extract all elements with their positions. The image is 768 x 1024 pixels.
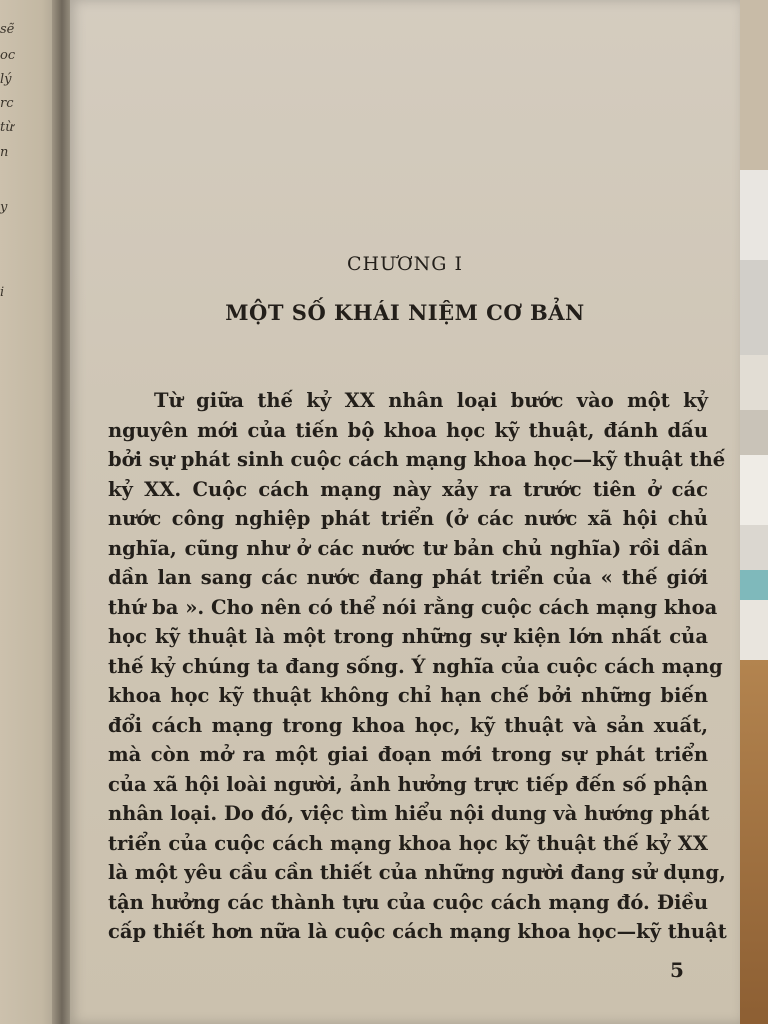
text-line: mà còn mở ra một giai đoạn mới trong sự phát triển [108, 743, 708, 766]
shelf-band [736, 570, 768, 600]
text-line: tận hưởng các thành tựu của cuộc cách mạng đó. Điều [108, 890, 708, 914]
page-number: 5 [670, 958, 684, 982]
text-line: dần lan sang các nước đang phát triển của « thế giới [108, 566, 708, 589]
left-page-fragment: từ [0, 120, 14, 135]
text-line: thứ ba ». Cho nên có thể nói rằng cuộc cách mạng khoa [108, 595, 718, 619]
left-facing-page [0, 0, 60, 1024]
left-page-fragment: n [0, 145, 9, 160]
text-line: bởi sự phát sinh cuộc cách mạng khoa học—kỹ thuật thế [108, 448, 726, 471]
text-line: nhân loại. Do đó, việc tìm hiểu nội dung và hướng phát [108, 802, 710, 825]
text-line: nghĩa, cũng như ở các nước tư bản chủ nghĩa) rồi dần [108, 536, 708, 560]
chapter-title: MỘT SỐ KHÁI NIỆM CƠ BẢN [225, 300, 585, 325]
shelf-band [736, 170, 768, 260]
text-line: cấp thiết hơn nữa là cuộc cách mạng khoa học—kỹ thuật [108, 920, 727, 943]
left-page-fragment: sẽ [0, 22, 15, 37]
shelf-band [736, 600, 768, 660]
left-page-fragment: i [0, 285, 5, 300]
text-line: nguyên mới của tiến bộ khoa học kỹ thuật, đánh dấu [108, 418, 708, 442]
left-page-fragment: oc [0, 48, 16, 63]
shelf-band [736, 355, 768, 410]
shelf-band [736, 260, 768, 355]
text-line: triển của cuộc cách mạng khoa học kỹ thuật thế kỷ XX [108, 831, 708, 855]
text-line: là một yêu cầu cần thiết của những người đang sử dụng, [108, 861, 726, 884]
text-line: kỷ XX. Cuộc cách mạng này xảy ra trước tiên ở các [108, 477, 708, 501]
left-page-fragment: rc [0, 96, 14, 111]
body-paragraph [108, 386, 727, 947]
background-shelf [736, 0, 768, 1024]
book-page [70, 0, 740, 1024]
text-line: nước công nghiệp phát triển (ở các nước xã hội chủ [108, 507, 708, 530]
chapter-heading: CHƯƠNG I [346, 253, 464, 275]
text-line: thế kỷ chúng ta đang sống. Ý nghĩa của cuộc cách mạng [108, 654, 723, 678]
shelf-band [736, 455, 768, 525]
shelf-band [736, 660, 768, 1024]
text-line: học kỹ thuật là một trong những sự kiện lớn nhất của [108, 625, 708, 648]
left-page-fragment: y [0, 200, 8, 215]
left-page-fragment: lý [0, 72, 12, 87]
shelf-band [736, 525, 768, 570]
text-line: Từ giữa thế kỷ XX nhân loại bước vào một kỷ [154, 389, 708, 412]
text-line: của xã hội loài người, ảnh hưởng trực tiếp đến số phận [108, 772, 708, 796]
text-line: khoa học kỹ thuật không chỉ hạn chế bởi những biến [108, 684, 708, 707]
text-line: đổi cách mạng trong khoa học, kỹ thuật và sản xuất, [108, 713, 708, 737]
shelf-band [736, 410, 768, 455]
shelf-band [736, 0, 768, 170]
